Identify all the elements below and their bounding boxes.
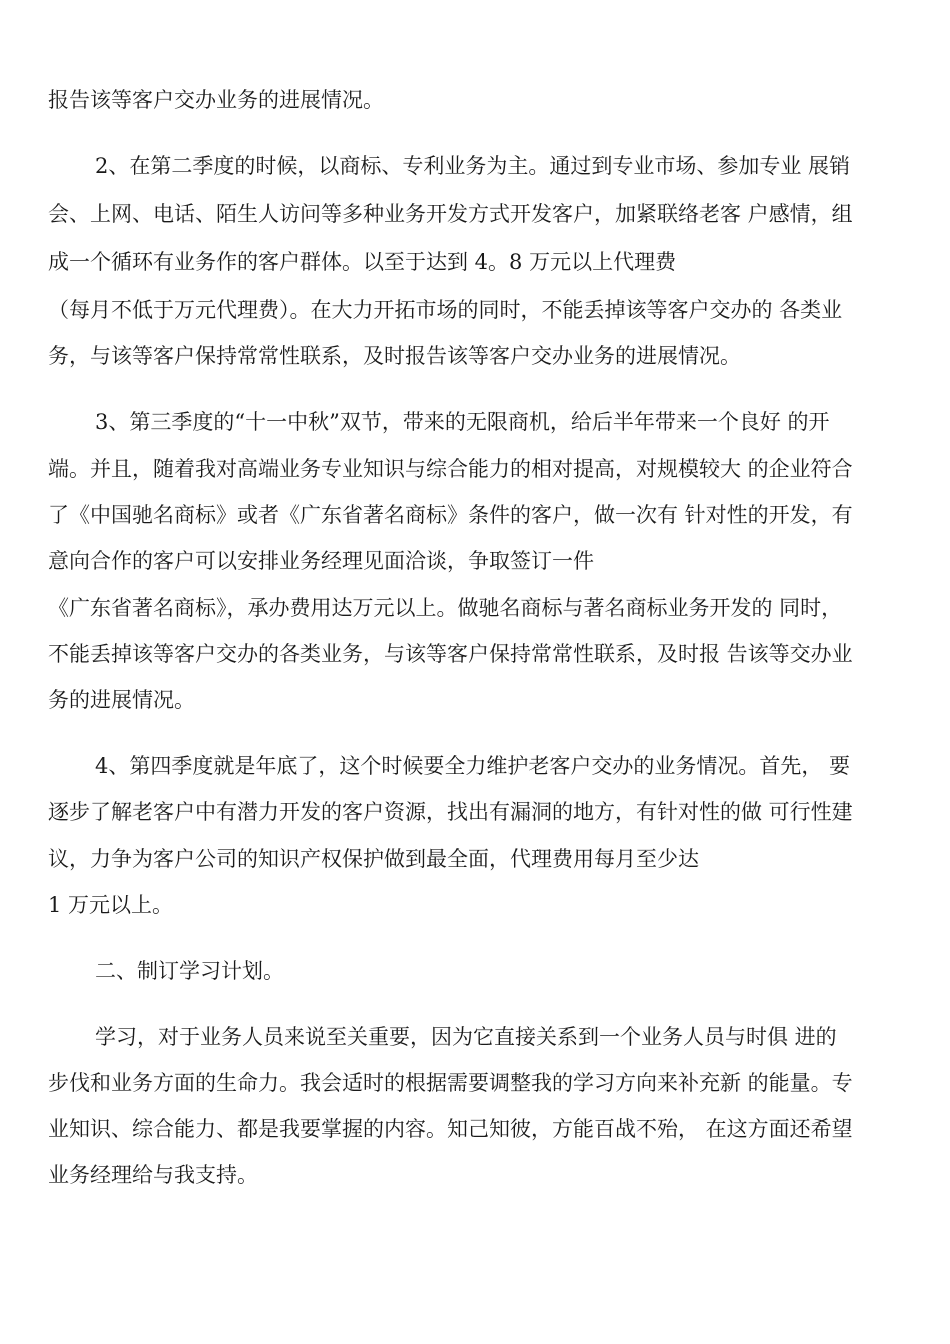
paragraph-line: 报告该等客户交办业务的进展情况。 (48, 88, 384, 112)
paragraph-line: 会、上网、电话、陌生人访问等多种业务开发方式开发客户，加紧联络老客 户感情，组 (48, 202, 853, 226)
paragraph-line: 4、第四季度就是年底了，这个时候要全力维护老客户交办的业务情况。首先， 要 (95, 754, 851, 778)
paragraph-line: 务的进展情况。 (48, 688, 195, 712)
paragraph-line: 不能丢掉该等客户交办的各类业务，与该等客户保持常常性联系，及时报 告该等交办业 (48, 642, 853, 666)
paragraph-line: 端。并且，随着我对高端业务专业知识与综合能力的相对提高，对规模较大 的企业符合 (48, 457, 853, 481)
paragraph-line: 《广东省著名商标》，承办费用达万元以上。做驰名商标与著名商标业务开发的 同时， (48, 596, 843, 620)
paragraph-line: （每月不低于万元代理费）。在大力开拓市场的同时，不能丢掉该等客户交办的 各类业 (48, 298, 843, 322)
paragraph-line: 议，力争为客户公司的知识产权保护做到最全面，代理费用每月至少达 (48, 847, 699, 871)
paragraph-line: 3、第三季度的“十一中秋”双节，带来的无限商机，给后半年带来一个良好 的开 (95, 410, 830, 434)
paragraph-line: 了《中国驰名商标》或者《广东省著名商标》条件的客户，做一次有 针对性的开发，有 (48, 503, 853, 527)
paragraph-line: 业知识、综合能力、都是我要掌握的内容。知己知彼，方能百战不殆， 在这方面还希望 (48, 1117, 853, 1141)
paragraph-line: 步伐和业务方面的生命力。我会适时的根据需要调整我的学习方向来补充新 的能量。专 (48, 1071, 853, 1095)
paragraph-line: 成一个循环有业务作的客户群体。以至于达到 4。8 万元以上代理费 (48, 250, 677, 274)
paragraph-line: 业务经理给与我支持。 (48, 1163, 258, 1187)
paragraph-line: 2、在第二季度的时候，以商标、专利业务为主。通过到专业市场、参加专业 展销 (95, 154, 851, 178)
paragraph-line: 意向合作的客户可以安排业务经理见面洽谈，争取签订一件 (48, 549, 594, 573)
paragraph-line: 学习，对于业务人员来说至关重要，因为它直接关系到一个业务人员与时俱 进的 (95, 1025, 837, 1049)
section-heading: 二、制订学习计划。 (95, 959, 284, 983)
paragraph-line: 务，与该等客户保持常常性联系，及时报告该等客户交办业务的进展情况。 (48, 344, 741, 368)
paragraph-line: 逐步了解老客户中有潜力开发的客户资源，找出有漏洞的地方，有针对性的做 可行性建 (48, 800, 853, 824)
paragraph-line: 1 万元以上。 (48, 893, 174, 917)
